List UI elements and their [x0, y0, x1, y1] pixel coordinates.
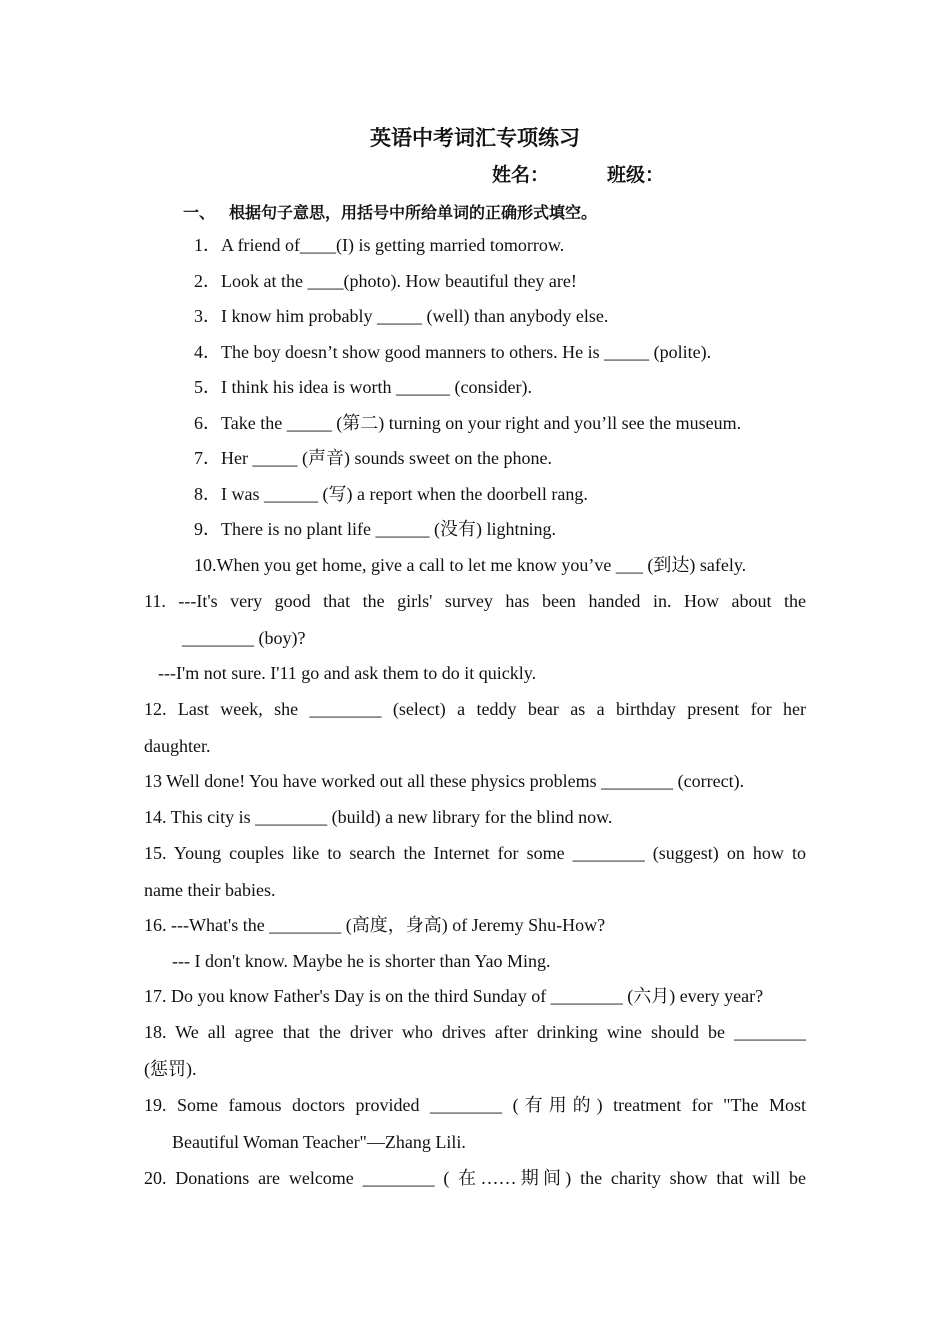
- question-13: 13 Well done! You have worked out all these physics problems ________ (correct).: [144, 771, 745, 791]
- question-2: 2．Look at the ____(photo). How beautiful they are!: [194, 271, 577, 291]
- class-label: 班级：: [607, 164, 665, 186]
- question-9: 9．There is no plant life ______ (没有) lightning.: [194, 519, 556, 539]
- question-5: 5．I think his idea is worth ______ (consider).: [194, 377, 532, 397]
- section-heading: [183, 200, 597, 223]
- name-label: 姓名：: [492, 164, 550, 186]
- question-15-line-1: 15. Young couples like to search the Internet for some ________ (suggest) on how to: [144, 843, 806, 863]
- question-15-line-2: name their babies.: [144, 880, 276, 900]
- question-11-answer: ---I'm not sure. I'11 go and ask them to do it quickly.: [158, 663, 537, 683]
- question-16-line-1: 16. ---What's the ________ (高度，身高) of Jeremy Shu-How?: [144, 915, 606, 935]
- question-6: 6．Take the _____ (第二) turning on your right and you’ll see the museum.: [194, 413, 742, 433]
- question-18-line-2: (惩罚).: [144, 1059, 197, 1079]
- question-11-line-1: 11. ---It's very good that the girls' survey has been handed in. How about the: [144, 591, 806, 611]
- question-19-line-1: 19. Some famous doctors provided ________ (有用的) treatment for "The Most: [144, 1095, 806, 1115]
- student-info-row: [492, 160, 664, 187]
- question-3: 3．I know him probably _____ (well) than anybody else.: [194, 306, 609, 326]
- question-16-answer: --- I don't know. Maybe he is shorter than Yao Ming.: [172, 951, 551, 971]
- question-14: 14. This city is ________ (build) a new library for the blind now.: [144, 807, 613, 827]
- question-19-line-2: Beautiful Woman Teacher"—Zhang Lili.: [172, 1132, 466, 1152]
- question-1: 1．A friend of____(I) is getting married tomorrow.: [194, 235, 565, 255]
- question-12-line-1: 12. Last week, she ________ (select) a teddy bear as a birthday present for her: [144, 699, 806, 719]
- page-title: 英语中考词汇专项练习: [370, 126, 580, 150]
- question-4: 4．The boy doesn’t show good manners to others. He is _____ (polite).: [194, 342, 712, 362]
- question-11-line-2: ________ (boy)?: [182, 628, 306, 648]
- question-7: 7．Her _____ (声音) sounds sweet on the phone.: [194, 448, 552, 468]
- question-17: 17. Do you know Father's Day is on the third Sunday of ________ (六月) every year?: [144, 986, 764, 1006]
- question-18-line-1: 18. We all agree that the driver who drives after drinking wine should be ________: [144, 1022, 806, 1042]
- question-20-line-1: 20. Donations are welcome ________ ( 在……期间) the charity show that will be: [144, 1168, 806, 1188]
- question-8: 8．I was ______ (写) a report when the doorbell rang.: [194, 484, 588, 504]
- question-10: 10.When you get home, give a call to let me know you’ve ___ (到达) safely.: [194, 555, 747, 575]
- section-instruction: 根据句子意思，用括号中所给单词的正确形式填空。: [229, 203, 598, 222]
- question-12-line-2: daughter.: [144, 736, 211, 756]
- section-number: 一、: [183, 203, 216, 222]
